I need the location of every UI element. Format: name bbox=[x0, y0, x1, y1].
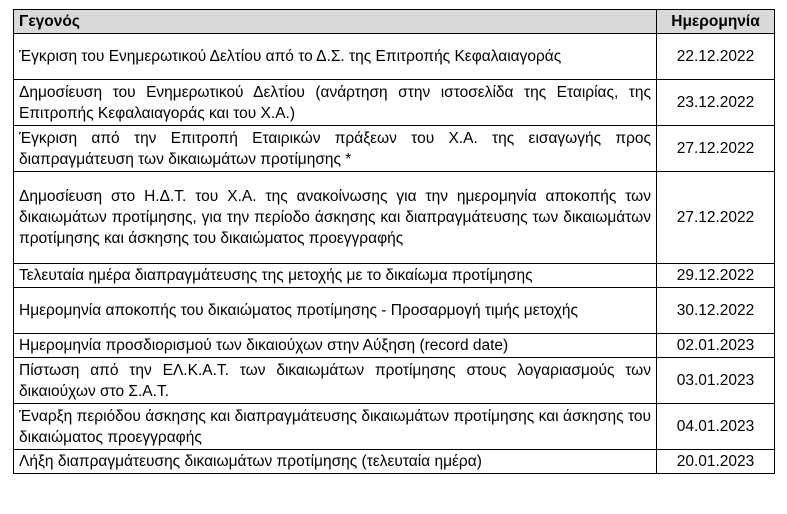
table-row bbox=[14, 404, 775, 450]
event-cell: Έναρξη περιόδου άσκησης και διαπραγμάτευσης δικαιωμάτων προτίμησης και άσκησης του δικαιώματος προεγγραφής bbox=[14, 404, 657, 450]
event-cell: Έγκριση του Ενημερωτικού Δελτίου από το Δ.Σ. της Επιτροπής Κεφαλαιαγοράς bbox=[14, 34, 657, 80]
date-cell: 27.12.2022 bbox=[657, 172, 775, 264]
date-cell: 30.12.2022 bbox=[657, 288, 775, 334]
table-row bbox=[14, 264, 775, 288]
table-row bbox=[14, 288, 775, 334]
table-row bbox=[14, 80, 775, 126]
date-cell: 04.01.2023 bbox=[657, 404, 775, 450]
table-row bbox=[14, 334, 775, 358]
event-cell: Δημοσίευση του Ενημερωτικού Δελτίου (ανάρτηση στην ιστοσελίδα της Εταιρίας, της Επιτροπής Κεφαλαιαγοράς και του Χ.Α.) bbox=[14, 80, 657, 126]
date-cell: 22.12.2022 bbox=[657, 34, 775, 80]
header-row bbox=[14, 10, 775, 34]
date-cell: 27.12.2022 bbox=[657, 126, 775, 172]
table-row bbox=[14, 358, 775, 404]
table-row bbox=[14, 34, 775, 80]
table-row bbox=[14, 450, 775, 474]
event-cell: Πίστωση από την ΕΛ.Κ.Α.Τ. των δικαιωμάτων προτίμησης στους λογαριασμούς των δικαιούχων στο Σ.Α.Τ. bbox=[14, 358, 657, 404]
date-cell: 20.01.2023 bbox=[657, 450, 775, 474]
event-cell: Λήξη διαπραγμάτευσης δικαιωμάτων προτίμησης (τελευταία ημέρα) bbox=[14, 450, 657, 474]
header-date: Ημερομηνία bbox=[657, 10, 775, 34]
table-row bbox=[14, 172, 775, 264]
header-event: Γεγονός bbox=[14, 10, 657, 34]
event-cell: Έγκριση από την Επιτροπή Εταιρικών πράξεων του Χ.Α. της εισαγωγής προς διαπραγμάτευση των δικαιωμάτων προτίμησης * bbox=[14, 126, 657, 172]
event-cell: Ημερομηνία αποκοπής του δικαιώματος προτίμησης - Προσαρμογή τιμής μετοχής bbox=[14, 288, 657, 334]
event-cell: Ημερομηνία προσδιορισμού των δικαιούχων στην Αύξηση (record date) bbox=[14, 334, 657, 358]
event-cell: Τελευταία ημέρα διαπραγμάτευσης της μετοχής με το δικαίωμα προτίμησης bbox=[14, 264, 657, 288]
timetable bbox=[13, 9, 775, 474]
table-row bbox=[14, 126, 775, 172]
date-cell: 29.12.2022 bbox=[657, 264, 775, 288]
date-cell: 23.12.2022 bbox=[657, 80, 775, 126]
event-cell: Δημοσίευση στο Η.Δ.Τ. του Χ.Α. της ανακοίνωσης για την ημερομηνία αποκοπής των δικαιωμάτων προτίμησης, για την περίοδο άσκησης και διαπραγμάτευσης των δικαιωμάτων προτίμησης και άσκησης του δικαιώματος προεγγραφής bbox=[14, 172, 657, 264]
date-cell: 03.01.2023 bbox=[657, 358, 775, 404]
date-cell: 02.01.2023 bbox=[657, 334, 775, 358]
